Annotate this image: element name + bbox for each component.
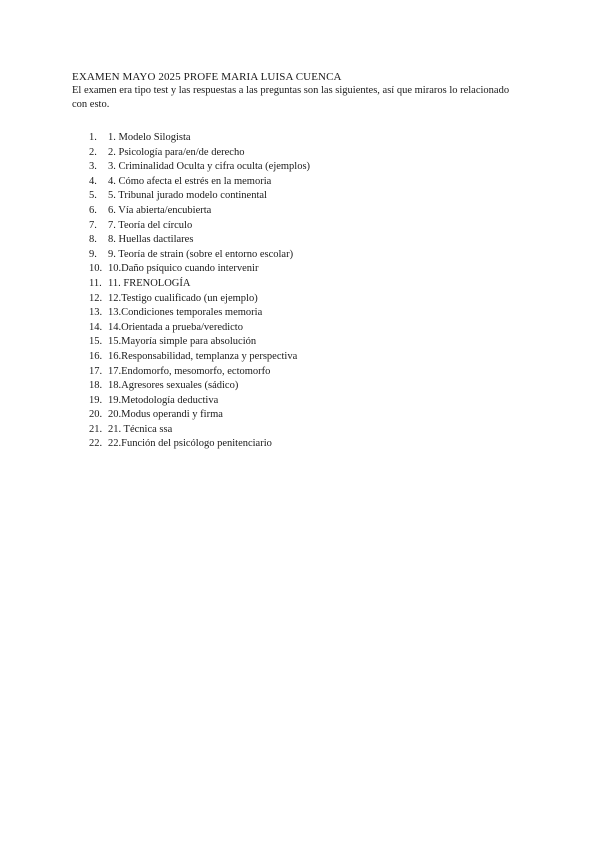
list-item [72,160,512,175]
list-item-number: 18. [89,380,103,392]
document-title: EXAMEN MAYO 2025 PROFE MARIA LUISA CUENCA [72,71,342,83]
list-item [72,277,512,292]
list-item-number: 22. [89,438,103,450]
list-item-number: 3. [89,161,97,173]
list-item-text: 9. Teoría de strain (sobre el entorno escolar) [108,248,294,260]
list-item-text: 7. Teoría del círculo [108,219,193,231]
list-item [72,379,512,394]
document-intro: El examen era tipo test y las respuestas a las preguntas son las siguientes, así que miraros lo relacionado con esto. [72,85,510,110]
list-item [72,219,512,234]
list-item [72,248,512,263]
list-item-text: 22.Función del psicólogo penitenciario [108,438,272,450]
list-item-text: 1. Modelo Silogista [108,132,191,143]
list-item [72,306,512,321]
list-item-number: 15. [89,336,103,348]
list-item [72,131,512,146]
list-item-number: 6. [89,204,97,216]
list-item-number: 2. [89,146,97,158]
list-item-text: 20.Modus operandi y firma [108,409,223,421]
list-item-number: 8. [89,234,97,246]
list-item-text: 13.Condiciones temporales memoria [108,307,263,319]
list-item-number: 17. [89,365,103,377]
list-item-text: 17.Endomorfo, mesomorfo, ectomorfo [108,365,271,377]
list-item [72,189,512,204]
list-item-number: 13. [89,307,103,319]
list-item [72,146,512,161]
list-item-text: 8. Huellas dactilares [108,234,194,246]
list-item [72,292,512,307]
list-item [72,175,512,190]
list-item-text: 19.Metodología deductiva [108,394,219,406]
list-item-text: 21. Técnica ssa [108,423,173,435]
list-item [72,408,512,423]
list-item-number: 1. [89,132,97,143]
list-item-text: 18.Agresores sexuales (sádico) [108,380,239,392]
list-item [72,394,512,409]
list-item-number: 21. [89,423,103,435]
list-item-text: 6. Vía abierta/encubierta [108,204,212,216]
list-item-text: 11. FRENOLOGÍA [108,277,191,289]
list-item [72,321,512,336]
list-item-number: 11. [89,277,102,289]
list-item-number: 10. [89,263,103,275]
list-item [72,262,512,277]
list-item-text: 4. Cómo afecta el estrés en la memoria [108,175,272,187]
list-item [72,350,512,365]
answers-list [72,131,512,452]
list-item [72,437,512,452]
list-item-number: 14. [89,321,103,333]
list-item-text: 2. Psicología para/en/de derecho [108,146,245,158]
list-item-text: 14.Orientada a prueba/veredicto [108,321,243,333]
list-item [72,365,512,380]
list-item-number: 5. [89,190,97,202]
list-item-text: 10.Daño psíquico cuando intervenir [108,263,259,275]
list-item-text: 15.Mayoría simple para absolución [108,336,257,348]
list-item [72,335,512,350]
list-item-text: 12.Testigo cualificado (un ejemplo) [108,292,258,304]
list-item-number: 20. [89,409,103,421]
list-item [72,233,512,248]
list-item-number: 7. [89,219,97,231]
list-item-number: 12. [89,292,103,304]
list-item-number: 9. [89,248,97,260]
list-item-number: 16. [89,350,103,362]
list-item-number: 4. [89,175,97,187]
list-item [72,423,512,438]
list-item [72,204,512,219]
list-item-number: 19. [89,394,103,406]
list-item-text: 5. Tribunal jurado modelo continental [108,190,267,202]
document-content [72,70,512,452]
list-item-text: 3. Criminalidad Oculta y cifra oculta (ejemplos) [108,161,311,173]
list-item-text: 16.Responsabilidad, templanza y perspectiva [108,350,298,362]
